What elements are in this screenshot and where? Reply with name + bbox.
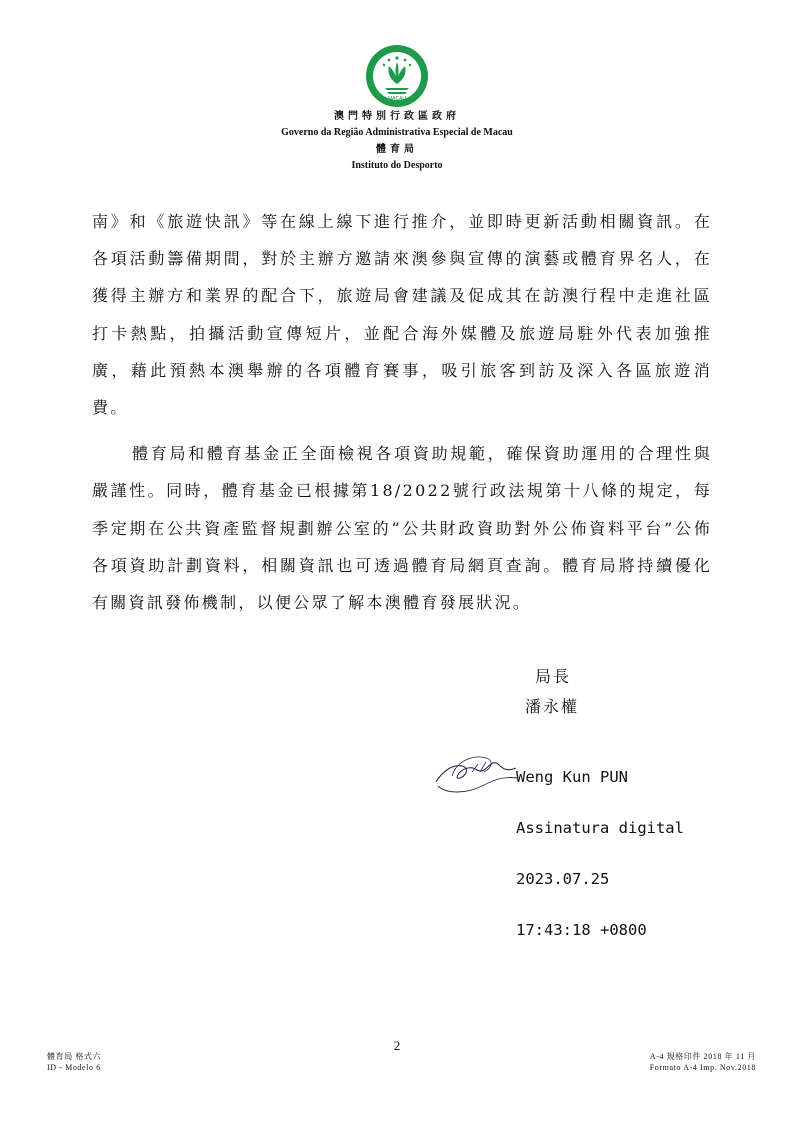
digital-signature-date: 2023.07.25 bbox=[516, 870, 610, 888]
letter-body bbox=[92, 203, 712, 621]
footer-form-pt: ID - Modelo 6 bbox=[47, 1063, 101, 1072]
digital-signature-block bbox=[516, 735, 684, 956]
signatory-title: 局長 bbox=[535, 667, 572, 686]
digital-signature-label: Assinatura digital bbox=[516, 819, 684, 837]
bureau-name-pt: Instituto do Desporto bbox=[351, 160, 443, 171]
government-name-zh: 澳門特別行政區政府 bbox=[334, 111, 460, 122]
digital-signature-time: 17:43:18 +0800 bbox=[516, 921, 647, 939]
digital-signer-name: Weng Kun PUN bbox=[516, 768, 628, 786]
letterhead bbox=[0, 44, 794, 174]
handwritten-signature-icon bbox=[432, 742, 522, 798]
government-name-pt: Governo da Região Administrativa Especial de Macau bbox=[281, 127, 513, 138]
page-number: 2 bbox=[393, 1038, 401, 1053]
macau-emblem-icon bbox=[365, 44, 429, 108]
footer-print-pt: Formato A-4 Imp. Nov.2018 bbox=[649, 1063, 756, 1072]
signatory-name: 潘永權 bbox=[525, 697, 580, 716]
paragraph-1: 南》和《旅遊快訊》等在線上線下進行推介，並即時更新活動相關資訊。在各項活動籌備期間，對於主辦方邀請來澳參與宣傳的演藝或體育界名人，在獲得主辦方和業界的配合下，旅遊局會建議及促成其在訪澳行程中走進社區打卡熱點，拍攝活動宣傳短片，並配合海外媒體及旅遊局駐外代表加強推廣，藉此預熱本澳舉辦的各項體育賽事，吸引旅客到訪及深入各區旅遊消費。 bbox=[92, 212, 712, 418]
svg-text:MACAU: MACAU bbox=[387, 96, 407, 102]
footer-print-zh: A-4 規格印件 2018 年 11 月 bbox=[649, 1052, 756, 1061]
footer-left bbox=[47, 1051, 101, 1073]
paragraph-2: 體育局和體育基金正全面檢視各項資助規範，確保資助運用的合理性與嚴謹性。同時，體育基金已根據第18/2022號行政法規第十八條的規定，每季定期在公共資產監督規劃辦公室的“公共財政資助對外公佈資料平台”公佈各項資助計劃資料，相關資訊也可透過體育局網頁查詢。體育局將持續優化有關資訊發佈機制，以便公眾了解本澳體育發展狀況。 bbox=[92, 444, 712, 613]
footer-form-zh: 體育局 格式六 bbox=[47, 1052, 102, 1061]
footer-right bbox=[650, 1051, 756, 1073]
bureau-name-zh: 體育局 bbox=[376, 144, 418, 155]
